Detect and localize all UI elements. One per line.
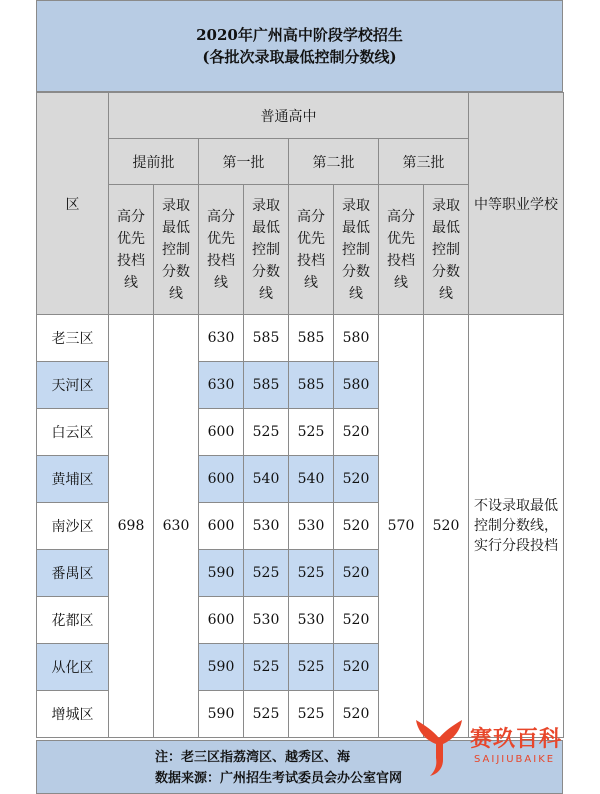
header-text: 分数 bbox=[162, 263, 190, 280]
header-text: 线 bbox=[169, 285, 183, 302]
header-text: 投档 bbox=[297, 252, 325, 269]
footnote-line-2: 数据来源：广州招生考试委员会办公室官网 bbox=[155, 771, 403, 786]
first-min-cell: 530 bbox=[244, 503, 289, 550]
header-text: 最低 bbox=[342, 219, 370, 236]
header-high-priority-line bbox=[379, 185, 424, 315]
footnote-line-1: 注：老三区指荔湾区、越秀区、海 bbox=[155, 750, 351, 765]
header-text: 线 bbox=[394, 274, 408, 291]
first-min-cell: 540 bbox=[244, 456, 289, 503]
district-cell: 南沙区 bbox=[37, 503, 109, 550]
header-text: 优先 bbox=[117, 230, 145, 247]
second-min-cell: 520 bbox=[334, 597, 379, 644]
second-min-cell: 520 bbox=[334, 644, 379, 691]
header-text: 最低 bbox=[432, 219, 460, 236]
table-row bbox=[37, 315, 564, 362]
second-min-cell: 580 bbox=[334, 315, 379, 362]
second-high-cell: 585 bbox=[289, 315, 334, 362]
first-high-cell: 630 bbox=[199, 315, 244, 362]
first-min-cell: 525 bbox=[244, 550, 289, 597]
third-min-cell: 520 bbox=[424, 315, 469, 738]
header-high-priority-line bbox=[199, 185, 244, 315]
second-high-cell: 530 bbox=[289, 503, 334, 550]
header-text: 控制 bbox=[342, 241, 370, 258]
table-title bbox=[36, 0, 563, 92]
header-text: 最低 bbox=[252, 219, 280, 236]
first-min-cell: 525 bbox=[244, 691, 289, 738]
second-high-cell: 530 bbox=[289, 597, 334, 644]
header-text: 投档 bbox=[387, 252, 415, 269]
header-text: 线 bbox=[124, 274, 138, 291]
vocational-cell bbox=[469, 315, 564, 738]
header-text: 优先 bbox=[297, 230, 325, 247]
header-text: 录取 bbox=[162, 197, 190, 214]
header-text: 分数 bbox=[432, 263, 460, 280]
second-min-cell: 520 bbox=[334, 456, 379, 503]
header-text: 投档 bbox=[207, 252, 235, 269]
header-text: 录取 bbox=[342, 197, 370, 214]
district-cell: 增城区 bbox=[37, 691, 109, 738]
second-min-cell: 520 bbox=[334, 409, 379, 456]
header-district: 区 bbox=[37, 93, 109, 315]
header-text: 线 bbox=[214, 274, 228, 291]
header-min-control-line bbox=[154, 185, 199, 315]
second-high-cell: 525 bbox=[289, 550, 334, 597]
header-high-priority-line bbox=[289, 185, 334, 315]
header-text: 分数 bbox=[342, 263, 370, 280]
district-cell: 白云区 bbox=[37, 409, 109, 456]
header-text: 控制 bbox=[432, 241, 460, 258]
first-high-cell: 600 bbox=[199, 409, 244, 456]
second-high-cell: 525 bbox=[289, 691, 334, 738]
first-min-cell: 530 bbox=[244, 597, 289, 644]
second-high-cell: 525 bbox=[289, 409, 334, 456]
first-high-cell: 590 bbox=[199, 691, 244, 738]
first-min-cell: 585 bbox=[244, 315, 289, 362]
header-batch-first: 第一批 bbox=[199, 139, 289, 185]
first-min-cell: 525 bbox=[244, 644, 289, 691]
first-high-cell: 600 bbox=[199, 503, 244, 550]
header-text: 线 bbox=[304, 274, 318, 291]
header-text: 高分 bbox=[117, 208, 145, 225]
header-text: 最低 bbox=[162, 219, 190, 236]
district-cell: 老三区 bbox=[37, 315, 109, 362]
header-min-control-line bbox=[244, 185, 289, 315]
header-min-control-line bbox=[424, 185, 469, 315]
header-text: 控制 bbox=[162, 241, 190, 258]
second-high-cell: 585 bbox=[289, 362, 334, 409]
header-text: 高分 bbox=[297, 208, 325, 225]
first-high-cell: 590 bbox=[199, 550, 244, 597]
header-high-priority-line bbox=[109, 185, 154, 315]
third-high-cell: 570 bbox=[379, 315, 424, 738]
header-text: 高分 bbox=[387, 208, 415, 225]
first-min-cell: 525 bbox=[244, 409, 289, 456]
whale-tail-icon bbox=[412, 716, 466, 778]
first-high-cell: 590 bbox=[199, 644, 244, 691]
header-general-high-school: 普通高中 bbox=[109, 93, 469, 139]
vocational-line: 实行分段投档 bbox=[474, 538, 558, 554]
vocational-line: 不设录取最低 bbox=[474, 498, 558, 514]
district-cell: 花都区 bbox=[37, 597, 109, 644]
header-batch-early: 提前批 bbox=[109, 139, 199, 185]
first-high-cell: 600 bbox=[199, 597, 244, 644]
header-text: 控制 bbox=[252, 241, 280, 258]
watermark-brand: 赛玖百科 bbox=[470, 727, 563, 752]
watermark-sub: SAIJIUBAIKE bbox=[474, 754, 556, 765]
header-text: 优先 bbox=[207, 230, 235, 247]
second-min-cell: 580 bbox=[334, 362, 379, 409]
score-table bbox=[36, 92, 564, 738]
header-batch-third: 第三批 bbox=[379, 139, 469, 185]
header-batch-second: 第二批 bbox=[289, 139, 379, 185]
header-text: 录取 bbox=[432, 197, 460, 214]
district-cell: 从化区 bbox=[37, 644, 109, 691]
early-high-cell: 698 bbox=[109, 315, 154, 738]
second-min-cell: 520 bbox=[334, 503, 379, 550]
district-cell: 番禺区 bbox=[37, 550, 109, 597]
header-text: 线 bbox=[439, 285, 453, 302]
header-text: 优先 bbox=[387, 230, 415, 247]
district-cell: 黄埔区 bbox=[37, 456, 109, 503]
header-text: 线 bbox=[349, 285, 363, 302]
header-text: 高分 bbox=[207, 208, 235, 225]
watermark-logo bbox=[412, 716, 592, 786]
vocational-line: 控制分数线， bbox=[474, 518, 558, 534]
header-text: 投档 bbox=[117, 252, 145, 269]
second-high-cell: 540 bbox=[289, 456, 334, 503]
title-line-2: (各批次录取最低控制分数线) bbox=[202, 48, 397, 66]
header-text: 线 bbox=[259, 285, 273, 302]
first-high-cell: 600 bbox=[199, 456, 244, 503]
district-cell: 天河区 bbox=[37, 362, 109, 409]
header-min-control-line bbox=[334, 185, 379, 315]
second-min-cell: 520 bbox=[334, 691, 379, 738]
second-min-cell: 520 bbox=[334, 550, 379, 597]
header-text: 分数 bbox=[252, 263, 280, 280]
early-min-cell: 630 bbox=[154, 315, 199, 738]
header-vocational: 中等职业学校 bbox=[469, 93, 564, 315]
first-min-cell: 585 bbox=[244, 362, 289, 409]
second-high-cell: 525 bbox=[289, 644, 334, 691]
title-line-1: 2020年广州高中阶段学校招生 bbox=[196, 26, 403, 44]
first-high-cell: 630 bbox=[199, 362, 244, 409]
header-text: 录取 bbox=[252, 197, 280, 214]
